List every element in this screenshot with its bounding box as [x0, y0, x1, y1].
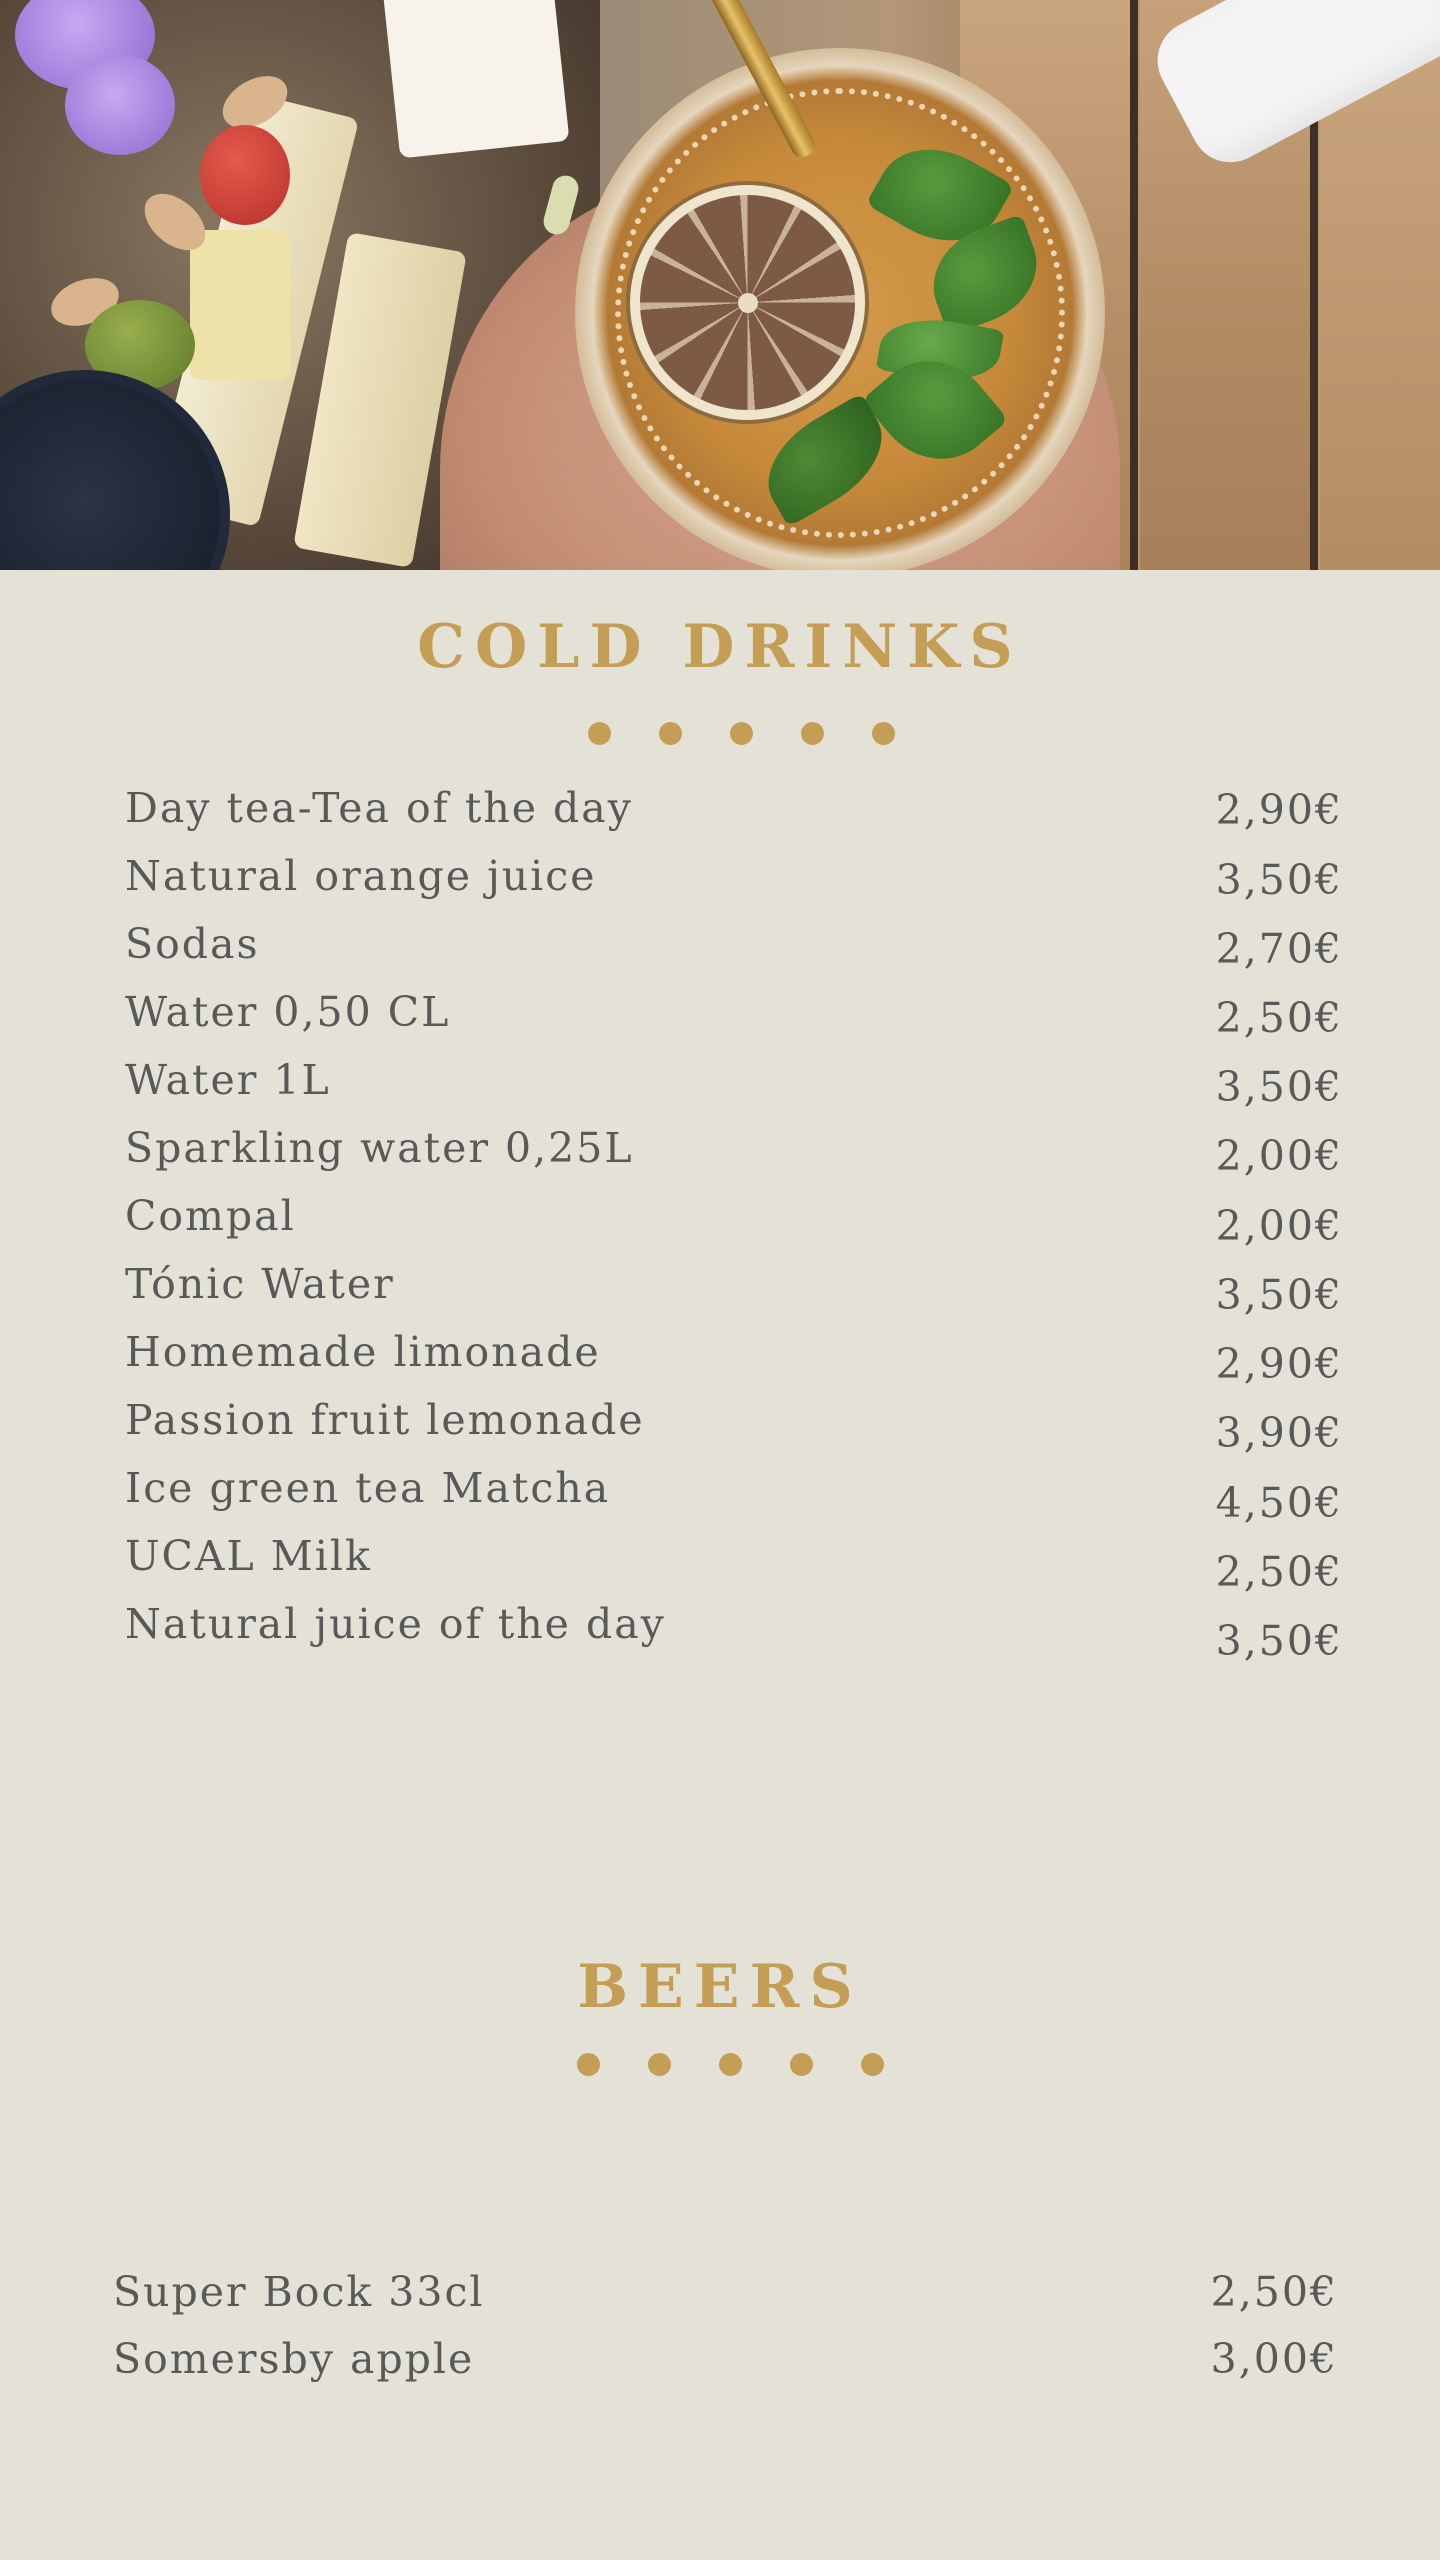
menu-item-name: Somersby apple	[113, 2335, 475, 2383]
menu-item-name: Tónic Water	[125, 1260, 395, 1308]
divider-dot	[730, 722, 753, 745]
divider-dot	[872, 722, 895, 745]
menu-item-price: 2,00€	[1215, 1202, 1343, 1250]
hero-photo-iced-tea	[0, 0, 1440, 570]
divider-dot	[659, 722, 682, 745]
menu-item-price: 2,90€	[1215, 1340, 1343, 1388]
menu-item-price: 2,00€	[1215, 1132, 1343, 1180]
title-dots-divider	[577, 2053, 884, 2076]
divider-dot	[790, 2053, 813, 2076]
menu-item-price: 4,50€	[1215, 1479, 1343, 1527]
menu-item-name: Homemade limonade	[125, 1328, 601, 1376]
menu-item-name: Compal	[125, 1192, 296, 1240]
menu-item-price: 2,50€	[1210, 2268, 1338, 2316]
menu-item-price: 2,50€	[1215, 1548, 1343, 1596]
strawberry	[200, 125, 290, 225]
menu-item-price: 3,00€	[1210, 2335, 1338, 2383]
menu-item-name: Natural juice of the day	[125, 1600, 666, 1648]
violet-flower	[65, 55, 175, 155]
divider-dot	[588, 722, 611, 745]
menu-item-price: 3,50€	[1215, 1063, 1343, 1111]
menu-item-price: 3,50€	[1215, 1617, 1343, 1665]
divider-dot	[801, 722, 824, 745]
menu-item-price: 2,90€	[1215, 786, 1343, 834]
cheese-slice	[190, 230, 290, 380]
menu-item-name: Day tea-Tea of the day	[125, 784, 633, 832]
menu-item-name: Natural orange juice	[125, 852, 597, 900]
cheese-slice	[381, 0, 570, 158]
divider-dot	[648, 2053, 671, 2076]
divider-dot	[861, 2053, 884, 2076]
menu-item-name: Water 0,50 CL	[125, 988, 451, 1036]
lime-core	[738, 293, 758, 313]
divider-dot	[577, 2053, 600, 2076]
wood-gap	[1130, 0, 1138, 570]
menu-item-price: 3,50€	[1215, 1271, 1343, 1319]
beers-title: BEERS	[577, 1952, 863, 2022]
menu-item-name: Ice green tea Matcha	[125, 1464, 611, 1512]
menu-item-price: 3,90€	[1215, 1409, 1343, 1457]
divider-dot	[719, 2053, 742, 2076]
menu-item-price: 2,70€	[1215, 925, 1343, 973]
menu-item-price: 2,50€	[1215, 994, 1343, 1042]
menu-item-name: Super Bock 33cl	[113, 2268, 485, 2316]
menu-item-name: Water 1L	[125, 1056, 331, 1104]
cold-drinks-title: COLD DRINKS	[417, 612, 1023, 682]
menu-item-name: Passion fruit lemonade	[125, 1396, 645, 1444]
menu-item-name: Sodas	[125, 920, 260, 968]
title-dots-divider	[588, 722, 895, 745]
menu-item-name: Sparkling water 0,25L	[125, 1124, 634, 1172]
menu-item-name: UCAL Milk	[125, 1532, 372, 1580]
menu-item-price: 3,50€	[1215, 856, 1343, 904]
